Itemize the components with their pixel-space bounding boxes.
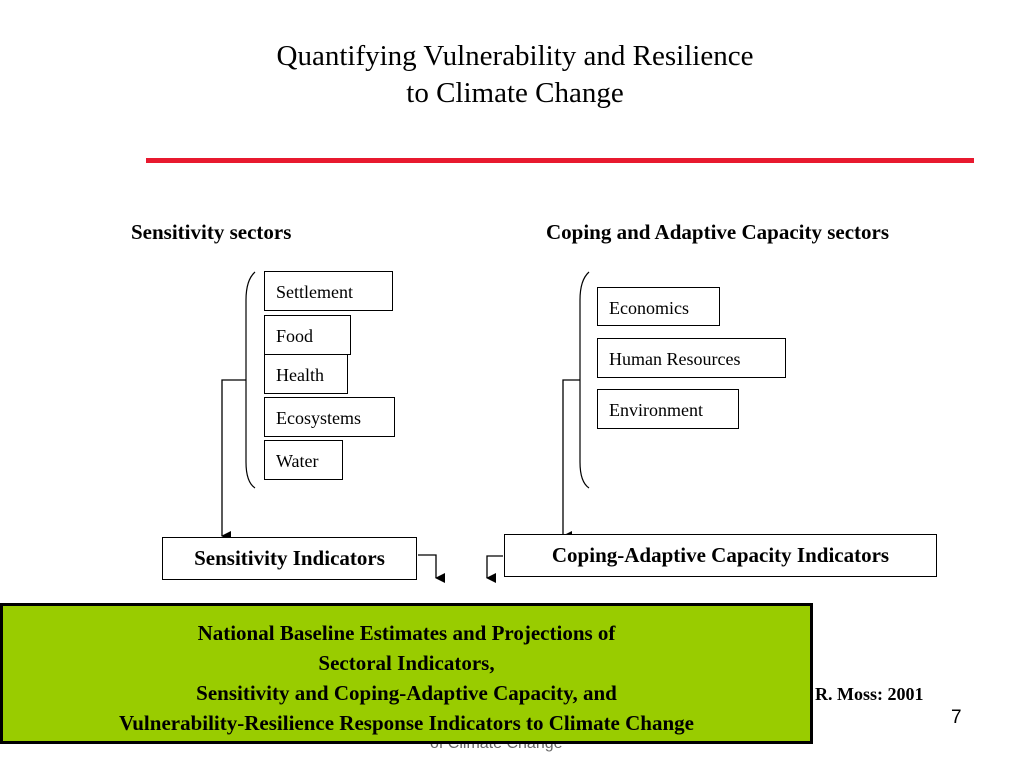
- sector-label: Economics: [609, 298, 689, 318]
- coping-connector: [563, 380, 580, 536]
- coping-indicators-label: Coping-Adaptive Capacity Indicators: [551, 543, 890, 567]
- sector-label: Health: [276, 365, 324, 385]
- citation: R. Moss: 2001: [815, 684, 924, 704]
- sector-box-environment: [597, 389, 739, 429]
- coping-indicators-box: [504, 534, 937, 577]
- summary-line-1: National Baseline Estimates and Projections of: [197, 621, 616, 645]
- sensitivity-output-arrow: [418, 555, 436, 578]
- coping-brace: [580, 272, 589, 488]
- sector-box-water: [264, 440, 343, 480]
- sector-label: Settlement: [276, 282, 353, 302]
- sensitivity-sectors-heading: Sensitivity sectors: [131, 220, 292, 244]
- sector-box-economics: [597, 287, 720, 326]
- sector-label: Water: [276, 451, 319, 471]
- summary-line-3: Sensitivity and Coping-Adaptive Capacity, and: [196, 681, 617, 705]
- sector-label: Food: [276, 326, 314, 346]
- sector-label: Ecosystems: [276, 408, 361, 428]
- coping-sectors-heading: Coping and Adaptive Capacity sectors: [546, 220, 890, 244]
- slide-title-line-2: to Climate Change: [406, 77, 624, 109]
- sector-label: Human Resources: [609, 349, 741, 369]
- sensitivity-indicators-box: [162, 537, 417, 580]
- sensitivity-connector: [222, 380, 246, 536]
- sensitivity-indicators-label: Sensitivity Indicators: [194, 546, 385, 570]
- sensitivity-brace: [246, 272, 255, 488]
- sector-box-ecosystems: [264, 397, 395, 437]
- summary-line-2: Sectoral Indicators,: [318, 651, 495, 675]
- sector-label: Environment: [609, 400, 703, 420]
- coping-output-arrow: [487, 556, 503, 578]
- page-number: 7: [951, 707, 962, 728]
- sector-box-food: [264, 315, 351, 355]
- sector-box-human-resources: [597, 338, 786, 378]
- sector-box-health: [264, 354, 348, 394]
- summary-line-4: Vulnerability-Resilience Response Indicators to Climate Change: [119, 711, 694, 735]
- summary-panel: [0, 603, 813, 744]
- slide-title-line-1: Quantifying Vulnerability and Resilience: [276, 40, 754, 72]
- sector-box-settlement: [264, 271, 393, 311]
